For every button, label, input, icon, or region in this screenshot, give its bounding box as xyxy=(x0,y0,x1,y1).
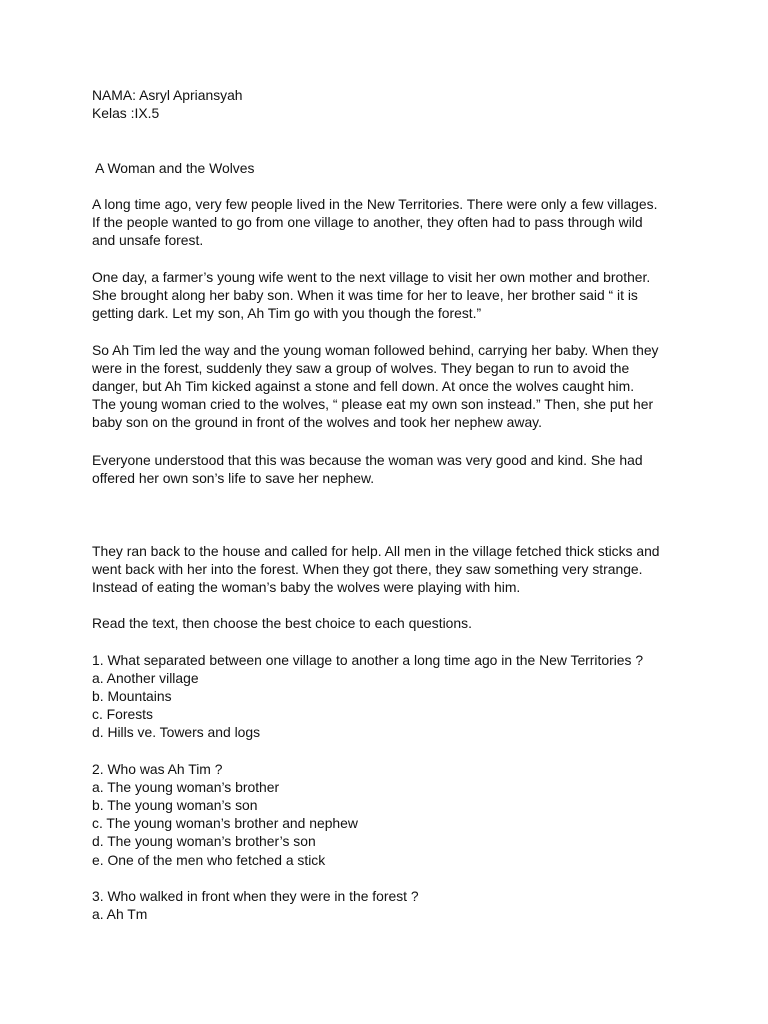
story-paragraph-5-line-2: went back with her into the forest. When they got there, they saw something very strange. xyxy=(92,561,643,577)
instruction-text: Read the text, then choose the best choice to each questions. xyxy=(92,615,472,631)
question-2-option-e: e. One of the men who fetched a stick xyxy=(92,852,326,868)
question-1-option-d: d. Hills ve. Towers and logs xyxy=(92,724,261,740)
story-paragraph-3-line-1: So Ah Tim led the way and the young woman followed behind, carrying her baby. When they xyxy=(92,342,659,358)
story-paragraph-2-line-1: One day, a farmer’s young wife went to the next village to visit her own mother and brother. xyxy=(92,269,651,285)
story-paragraph-3-line-3: danger, but Ah Tim kicked against a stone and fell down. At once the wolves caught him. xyxy=(92,378,635,394)
question-3: 3. Who walked in front when they were in the forest ? xyxy=(92,888,419,904)
student-class: Kelas :IX.5 xyxy=(92,105,160,121)
question-1-option-c: c. Forests xyxy=(92,706,153,722)
question-1-option-b: b. Mountains xyxy=(92,688,172,704)
story-paragraph-5-line-1: They ran back to the house and called for help. All men in the village fetched thick sticks and xyxy=(92,543,660,559)
story-paragraph-4-line-1: Everyone understood that this was because the woman was very good and kind. She had xyxy=(92,452,643,468)
question-1: 1. What separated between one village to another a long time ago in the New Territories ? xyxy=(92,652,644,668)
story-paragraph-1-line-2: If the people wanted to go from one village to another, they often had to pass through wild xyxy=(92,214,643,230)
question-2: 2. Who was Ah Tim ? xyxy=(92,761,223,777)
story-paragraph-3-line-2: were in the forest, suddenly they saw a group of wolves. They began to run to avoid the xyxy=(92,360,630,376)
question-3-option-a: a. Ah Tm xyxy=(92,906,148,922)
story-paragraph-3-line-4: The young woman cried to the wolves, “ please eat my own son instead.” Then, she put her xyxy=(92,396,654,412)
story-paragraph-1-line-1: A long time ago, very few people lived in the New Territories. There were only a few villages. xyxy=(92,196,658,212)
question-1-option-a: a. Another village xyxy=(92,670,199,686)
student-name: NAMA: Asryl Apriansyah xyxy=(92,87,243,103)
question-2-option-c: c. The young woman’s brother and nephew xyxy=(92,815,358,831)
story-title: A Woman and the Wolves xyxy=(92,160,255,176)
story-paragraph-5-line-3: Instead of eating the woman’s baby the wolves were playing with him. xyxy=(92,579,521,595)
question-2-option-a: a. The young woman’s brother xyxy=(92,779,280,795)
story-paragraph-2-line-3: getting dark. Let my son, Ah Tim go with you though the forest.” xyxy=(92,305,482,321)
story-paragraph-1-line-3: and unsafe forest. xyxy=(92,232,204,248)
story-paragraph-3-line-5: baby son on the ground in front of the wolves and took her nephew away. xyxy=(92,414,542,430)
story-paragraph-4-line-2: offered her own son’s life to save her nephew. xyxy=(92,470,375,486)
story-paragraph-2-line-2: She brought along her baby son. When it was time for her to leave, her brother said “ it is xyxy=(92,287,638,303)
question-2-option-d: d. The young woman’s brother’s son xyxy=(92,833,316,849)
question-2-option-b: b. The young woman’s son xyxy=(92,797,258,813)
